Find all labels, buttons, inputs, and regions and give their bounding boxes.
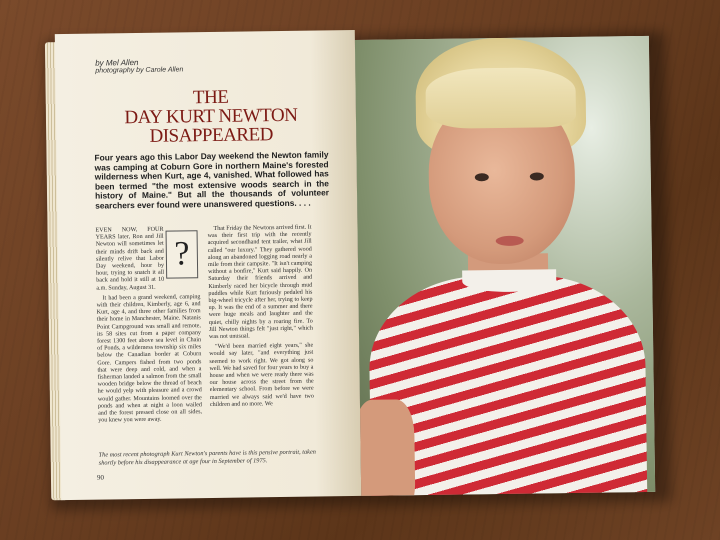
left-page [55,30,361,500]
photo-caption: The most recent photograph Kurt Newton's parents have is this pensive portrait, taken shortly before his disappearance at age four in September of 1975. [98,448,316,467]
byline-author: by Mel Allen [95,58,139,68]
article-title [96,86,327,146]
title-line-3: DISAPPEARED [149,124,274,147]
text-column-2 [207,225,314,413]
column-2-paragraph: "We'd been married eight years," she would say later, "and everything just seemed to work right. We got along so well. We had saved for four years to buy a house and when we were ready there was our house across the street from the elementary school. From before we were married we always said we'd have two children and no more. We [209,342,314,408]
title-line-1: THE [192,86,229,109]
column-1-paragraph: EVEN NOW, FOUR YEARS later, Ron and Jill Newton will sometimes let their minds drift back and silently relive that Labor Day weekend, hour by hour, trying to snatch it all back and hold it still at 10 a.m. Sunday, August 31. [95,226,165,292]
column-1-paragraph: It had been a grand weekend, camping with their children, Kimberly, age 6, and Kurt, age 4, and three other families from their home in Manchester, Maine. Natanis Point Campground was small and remote, its 58 sites cut from a paper company forest 1300 feet above sea level in Chain of Ponds, a wilderness township six miles below the Canadian border at Coburn Gore. Campers fished from two ponds that were deep and cold, and when a fisherman landed a salmon from the small wooden bridge below the thread of beach he would yelp with pleasure and a crowd would gather. Mountains loomed over the ponds and when at night a loon wailed and the forest pressed close on all sides, you knew you were away. [96,293,203,424]
open-magazine [55,26,655,500]
right-page-photo [355,36,655,496]
question-mark-icon: ? [166,230,199,278]
article-intro: Four years ago this Labor Day weekend the Newton family was camping at Coburn Gore in northern Maine's forested wilderness when Kurt, age 4, vanished. What followed has been termed "the most extensive woods search in the history of Maine." But all the thousands of volunteer searchers ever found were unanswered questions. . . . [94,149,330,211]
column-2-paragraph: That Friday the Newtons arrived first. It was their first trip with the recently acquired secondhand tent trailer, what Jill called "our luxury." They gathered wood along an abandoned logging road nearly a mile from their campsite. "It isn't camping without a bonfire," Kurt said happily. On Saturday their friends arrived and Kimberly raced her bicycle through mud puddles while Kurt furiously pedaled his big-wheel tricycle after her, trying to keep up. It was the end of a summer and there were huge meals and laughter and the quiet, chilly nights by a roaring fire. To Jill Newton things felt "just right," which was not unusual. [207,224,313,341]
page-number: 90 [96,473,105,482]
byline-photo-credit: photography by Carole Allen [95,66,184,75]
boy-bangs [425,67,576,129]
title-line-2: DAY KURT NEWTON [124,104,298,129]
boy-arm [355,399,416,496]
byline [95,58,183,75]
